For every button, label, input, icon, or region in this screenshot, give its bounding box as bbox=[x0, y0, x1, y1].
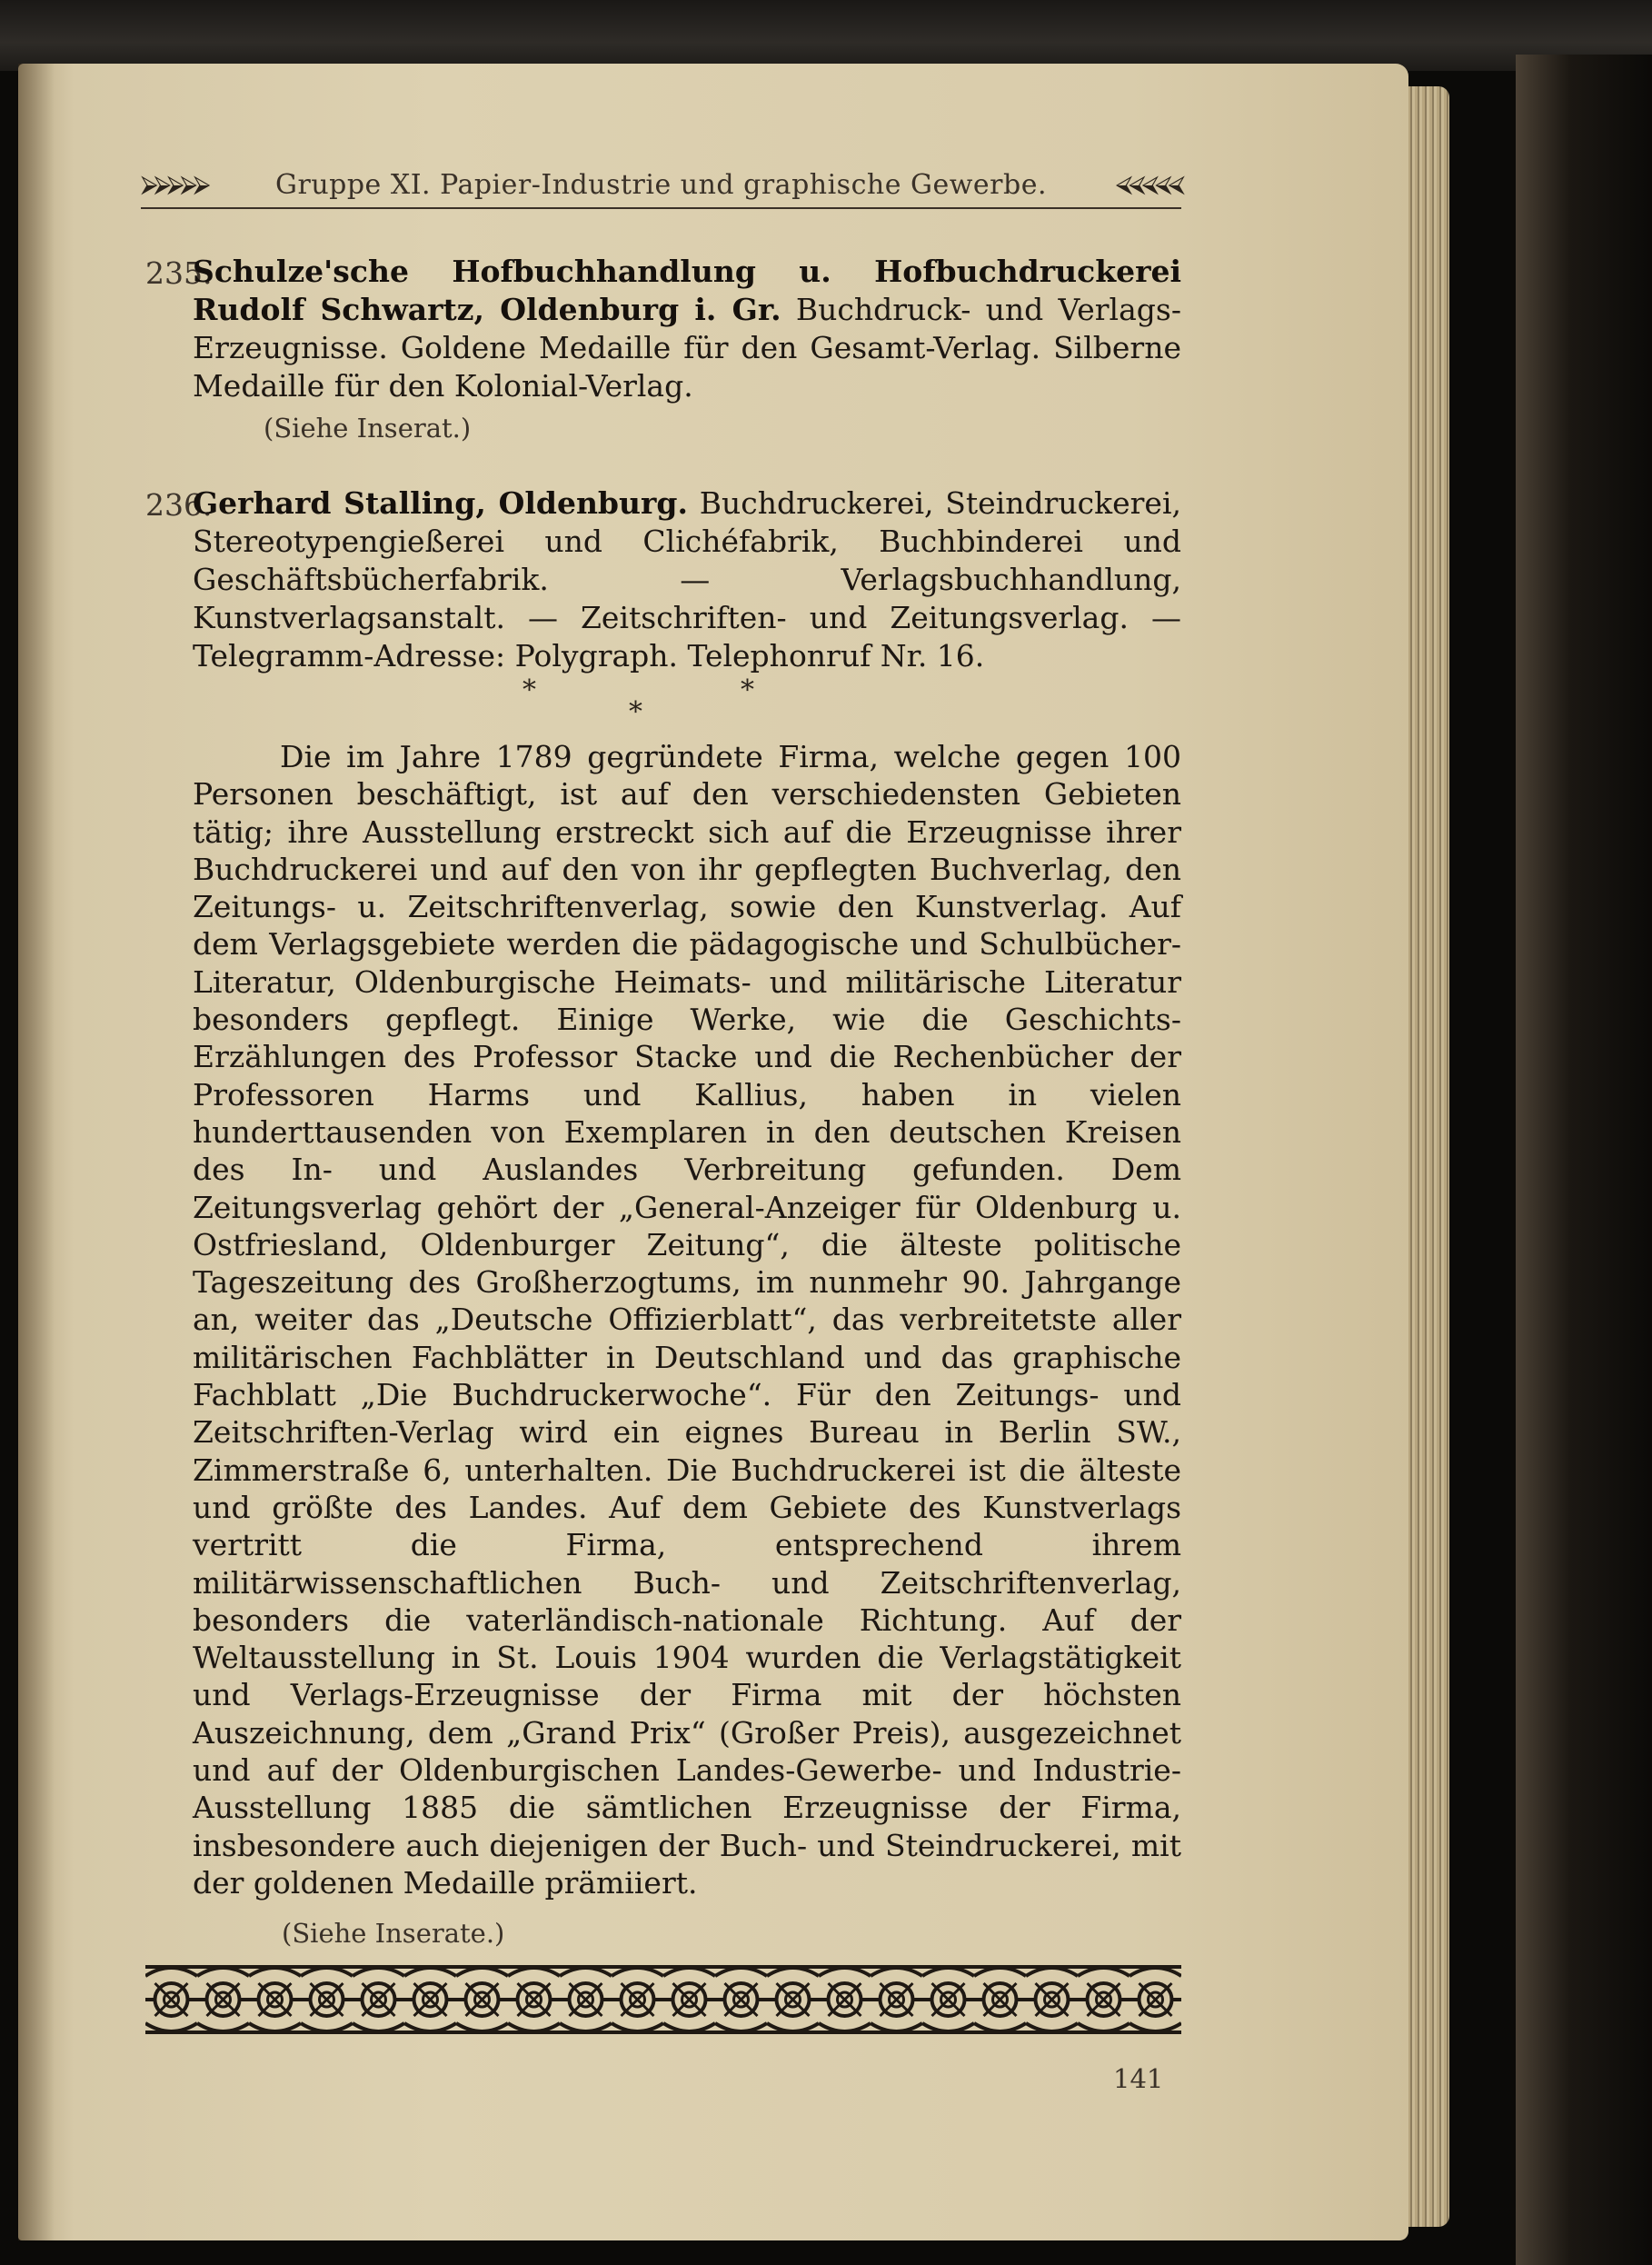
entry-text bbox=[193, 484, 1181, 675]
ornamental-border bbox=[145, 1963, 1181, 2036]
entry-number: 236. bbox=[145, 487, 213, 523]
asterism-divider bbox=[0, 674, 1652, 728]
running-header bbox=[141, 162, 1181, 209]
page-number: 141 bbox=[1113, 2063, 1164, 2094]
star: * bbox=[522, 674, 536, 706]
header-title: Gruppe XI. Papier-Industrie und graphische Gewerbe. bbox=[275, 168, 1047, 201]
entry-236 bbox=[145, 484, 1181, 675]
star: * bbox=[629, 696, 642, 728]
header-ornament-left: ⮚⮚⮚⮚⮚ bbox=[141, 170, 207, 198]
firm-name: Gerhard Stalling, Oldenburg. bbox=[193, 485, 688, 521]
page-gutter-shadow bbox=[18, 64, 55, 2240]
book-cover-top bbox=[0, 0, 1652, 71]
entry-number: 235. bbox=[145, 255, 213, 291]
entry-description: Buchdruckerei, Steindruckerei, Stereotypengießerei und Clichéfabrik, Buchbinderei und Geschäftsbücherfabrik. — Verlagsbuchhandlung, Kunstverlagsanstalt. — Zeitschriften- und Zeitungsverlag. — Telegramm-Adresse: Polygraph. Telephonruf Nr. 16. bbox=[193, 485, 1181, 674]
firm-name: Schulze'sche Hofbuchhandlung u. Hofbuchdruckerei Rudolf Schwartz, Oldenburg i. Gr. bbox=[193, 254, 1181, 327]
entry-235 bbox=[145, 253, 1181, 444]
see-advertisements-note: (Siehe Inserate.) bbox=[282, 1918, 505, 1949]
see-advertisement-note: (Siehe Inserat.) bbox=[264, 413, 472, 444]
star: * bbox=[741, 674, 754, 706]
body-paragraph: Die im Jahre 1789 gegründete Firma, welche gegen 100 Personen beschäftigt, ist auf den verschiedensten Gebieten tätig; ihre Ausstellung erstreckt sich auf die Erzeugnisse ihrer Buchdruckerei und auf den von ihr gepflegten Buchverlag, den Zeitungs- u. Zeitschriftenverlag, sowie den Kunstverlag. Auf dem Verlagsgebiete werden die pädagogische und Schulbücher-Literatur, Oldenburgische Heimats- und militärische Literatur besonders gepflegt. Einige Werke, wie die Geschichts-Erzählungen des Professor Stacke und die Rechenbücher der Professoren Harms und Kallius, haben in vielen hunderttausenden von Exemplaren in den deutschen Kreisen des In- und Auslandes Verbreitung gefunden. Dem Zeitungsverlag gehört der „General-Anzeiger für Oldenburg u. Ostfriesland, Oldenburger Zeitung“, die älteste politische Tageszeitung des Großherzogtums, im nunmehr 90. Jahrgange an, weiter das „Deutsche Offizierblatt“, das verbreitetste aller militärischen Fachblätter in Deutschland und das graphische Fachblatt „Die Buchdruckerwoche“. Für den Zeitungs- und Zeitschriften-Verlag wird ein eignes Bureau in Berlin SW., Zimmerstraße 6, unterhalten. Die Buchdruckerei ist die älteste und größte des Landes. Auf dem Gebiete des Kunstverlags vertritt die Firma, entsprechend ihrem militärwissenschaftlichen Buch- und Zeitschriftenverlag, besonders die vaterländisch-nationale Richtung. Auf der Weltausstellung in St. Louis 1904 wurden die Verlagstätigkeit und Verlags-Erzeugnisse der Firma mit der höchsten Auszeichnung, dem „Grand Prix“ (Großer Preis), ausgezeichnet und auf der Oldenburgischen Landes-Gewerbe- und Industrie-Ausstellung 1885 die sämtlichen Erzeugnisse der Firma, insbesondere auch diejenigen der Buch- und Steindruckerei, mit der goldenen Medaille prämiiert. bbox=[193, 739, 1181, 1901]
entry-text bbox=[193, 253, 1181, 405]
book-cover-right bbox=[1516, 55, 1652, 2265]
entry-description: Buchdruck- und Verlags-Erzeugnisse. Goldene Medaille für den Gesamt-Verlag. Silberne Medaille für den Kolonial-Verlag. bbox=[193, 292, 1181, 404]
body-text bbox=[193, 738, 1181, 1901]
header-ornament-right: ⮘⮘⮘⮘⮘ bbox=[1115, 170, 1181, 198]
